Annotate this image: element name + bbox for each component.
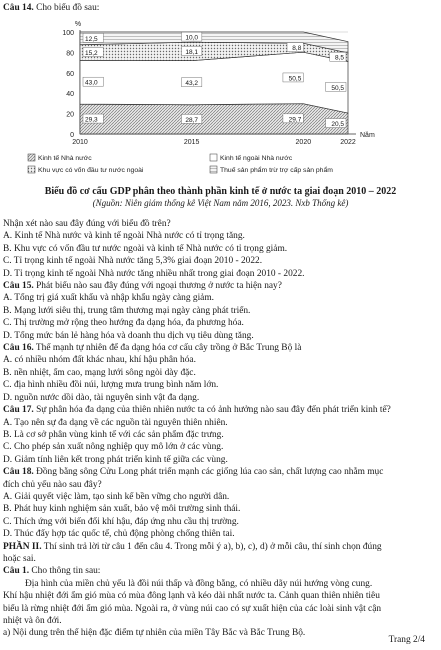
part-2-question-1: Câu 1. Cho thông tin sau: <box>3 566 101 577</box>
answer-option: D. Giảm tính liên kết trong phát triển kinh tế giữa các vùng. <box>3 454 228 465</box>
answer-options <box>3 491 437 541</box>
question-15: Câu 15. Phát biểu nào sau đây đúng với ngoại thương ở nước ta hiện nay? <box>3 281 282 292</box>
area-series-0 <box>80 104 348 134</box>
data-label: 50,5 <box>331 84 344 92</box>
data-label: 50,5 <box>288 75 302 83</box>
answer-option: A. Kinh tế Nhà nước và kinh tế ngoài Nhà nước có tỉ trọng tăng. <box>3 231 245 242</box>
answer-option: B. nền nhiệt, ẩm cao, mạng lưới sông ngòi dày đặc. <box>3 367 196 378</box>
passage-line: Khí hậu nhiệt đới ẩm gió mùa có mùa đông lạnh và kéo dài nhất nước ta. Cảnh quan thiên nhiên tiêu <box>3 591 380 602</box>
answer-option: A. Tạo nên sự đa dạng về các nguồn tài nguyên thiên nhiên. <box>3 417 228 428</box>
y-tick-label: 100 <box>62 30 74 37</box>
x-tick-label: 2020 <box>295 139 312 146</box>
question-18: Câu 18. Đồng bằng sông Cửu Long phát triển mạnh các giống lúa cao sản, chất lượng cao nhằm mục <box>3 467 384 478</box>
data-label: 28,7 <box>185 116 198 124</box>
y-tick-label: 20 <box>66 111 74 119</box>
y-tick-label: 80 <box>66 50 74 58</box>
passage-line: nhiệt và ôn đới. <box>3 616 62 626</box>
area-series-1 <box>80 52 348 113</box>
question-16: Câu 16. Thế mạnh tự nhiên để đa dạng hóa cơ cấu cây trồng ở Bắc Trung Bộ là <box>3 343 302 354</box>
answer-option: B. Mạng lưới siêu thị, trung tâm thương mại ngày càng phát triển. <box>3 305 251 316</box>
page-number: Trang 2/4 <box>388 635 425 645</box>
answer-option: C. Tỉ trọng kinh tế ngoài Nhà nước tăng 5,3% giai đoạn 2010 - 2022. <box>3 256 263 267</box>
data-label: 8,5 <box>334 54 344 62</box>
legend-item: Khu vực có vốn đầu tư nước ngoài <box>38 167 144 174</box>
answer-option: C. Thích ứng với biến đổi khí hậu, đáp ứng nhu cầu thị trường. <box>3 516 239 527</box>
statement-a: a) Nội dung trên thể hiện đặc điểm tự nhiên của miền Tây Bắc và Bắc Trung Bộ. <box>3 628 306 639</box>
data-label: 8,8 <box>292 45 302 53</box>
answer-option: D. Thúc đẩy hợp tác quốc tế, chủ động phòng chống thiên tai. <box>3 529 235 540</box>
part-2-heading-cont: hoặc sai. <box>3 553 36 564</box>
data-label: 10,0 <box>185 34 198 42</box>
legend-swatch <box>28 166 35 173</box>
x-tick-label: 2022 <box>340 139 356 146</box>
legend-item: Kinh tế Nhà nước <box>38 155 92 162</box>
question-number: Câu 14. <box>3 3 34 13</box>
chart-source: (Nguồn: Niên giám thống kê Việt Nam năm 2016, 2023. Nxb Thống kê) <box>92 198 349 208</box>
data-label: 43,2 <box>185 80 198 88</box>
data-label: 29,7 <box>288 116 302 124</box>
data-label: 43,0 <box>85 79 98 87</box>
legend-swatch <box>210 154 217 161</box>
answer-option: C. Thị trường mở rộng theo hướng đa dạng hóa, đa phương hóa. <box>3 318 244 329</box>
question-17: Câu 17. Sự phân hóa đa dạng của thiên nhiên nước ta có ảnh hưởng nào sau đây đến phát triển kinh tế? <box>3 405 391 416</box>
answer-option: B. Là cơ sở phân vùng kinh tế với các sản phẩm đặc trưng. <box>3 429 224 440</box>
answer-options <box>3 292 437 342</box>
answer-options <box>3 417 437 467</box>
info-passage <box>3 578 437 628</box>
answer-option: B. Phát huy kinh nghiệm sản xuất, bảo vệ môi trường sinh thái. <box>3 504 241 515</box>
data-label: 18,1 <box>185 48 198 56</box>
x-axis-label: Năm <box>360 132 375 139</box>
gdp-structure-chart <box>0 14 441 182</box>
passage-line: Địa hình của miền chủ yếu là đồi núi thấp và đồng bằng, có nhiều dãy núi hướng vòng cung. <box>25 578 373 589</box>
x-tick-label: 2015 <box>183 139 200 146</box>
x-tick-label: 2010 <box>72 139 88 146</box>
chart-title: Biểu đồ cơ cấu GDP phân theo thành phần kinh tế ở nước ta giai đoạn 2010 – 2022 <box>44 186 397 197</box>
data-label: 15,2 <box>85 50 98 58</box>
legend-item: Thuế sản phẩm trừ trợ cấp sản phẩm <box>220 167 333 174</box>
y-tick-label: 40 <box>66 91 74 99</box>
question-14-body <box>3 218 437 640</box>
y-tick-label: 60 <box>66 70 74 78</box>
answer-option: A. có nhiều nhóm đất khác nhau, khí hậu phân hóa. <box>3 355 196 366</box>
chart-areas <box>80 32 348 134</box>
question-14-heading <box>3 2 437 14</box>
legend-swatch <box>210 166 217 173</box>
question-text: Cho biểu đồ sau: <box>33 3 100 13</box>
part-2-heading: PHẦN II. Thí sinh trả lời từ câu 1 đến câu 4. Trong mỗi ý a), b), c), d) ở mỗi câu, thí sinh chọn đúng <box>3 541 382 552</box>
answer-options <box>3 354 437 404</box>
answer-option: A. Tổng trị giá xuất khẩu và nhập khẩu ngày càng giảm. <box>3 293 214 304</box>
answer-option: C. Cho phép sản xuất nông nghiệp quy mô lớn ở các vùng. <box>3 442 224 453</box>
data-label: 20,5 <box>331 121 344 129</box>
question-prompt: Nhận xét nào sau đây đúng với biểu đồ trên? <box>3 219 171 229</box>
answer-option: D. nguồn nước dồi dào, tài nguyên sinh vật đa dạng. <box>3 392 200 403</box>
data-label: 12,5 <box>85 35 98 43</box>
legend-swatch <box>28 154 35 161</box>
y-tick-label: 0 <box>70 132 74 139</box>
question-18-cont: đích chủ yếu nào sau đây? <box>3 479 102 490</box>
answer-option: D. Tổng mức bán lẻ hàng hóa và doanh thu dịch vụ tiêu dùng tăng. <box>3 330 254 341</box>
answer-options <box>3 230 437 280</box>
data-label: 29,3 <box>85 116 98 124</box>
passage-line: biểu là rừng nhiệt đới ẩm gió mùa. Ngoài ra, ở vùng núi cao có sự xuất hiện của các loài sinh vật cận <box>3 603 382 614</box>
answer-option: B. Khu vực có vốn đầu tư nước ngoài và kinh tế Nhà nước có tỉ trọng giảm. <box>3 243 288 254</box>
answer-option: A. Giải quyết việc làm, tạo sinh kế bền vững cho người dân. <box>3 491 230 502</box>
answer-option: D. Tỉ trọng kinh tế ngoài Nhà nước tăng nhiều nhất trong giai đoạn 2010 - 2022. <box>3 268 305 279</box>
legend-item: Kinh tế ngoài Nhà nước <box>220 155 293 162</box>
answer-option: C. địa hình nhiều đồi núi, lượng mưa trung bình năm lớn. <box>3 380 219 391</box>
y-axis-label: % <box>74 21 82 28</box>
chart-legend <box>28 153 333 174</box>
